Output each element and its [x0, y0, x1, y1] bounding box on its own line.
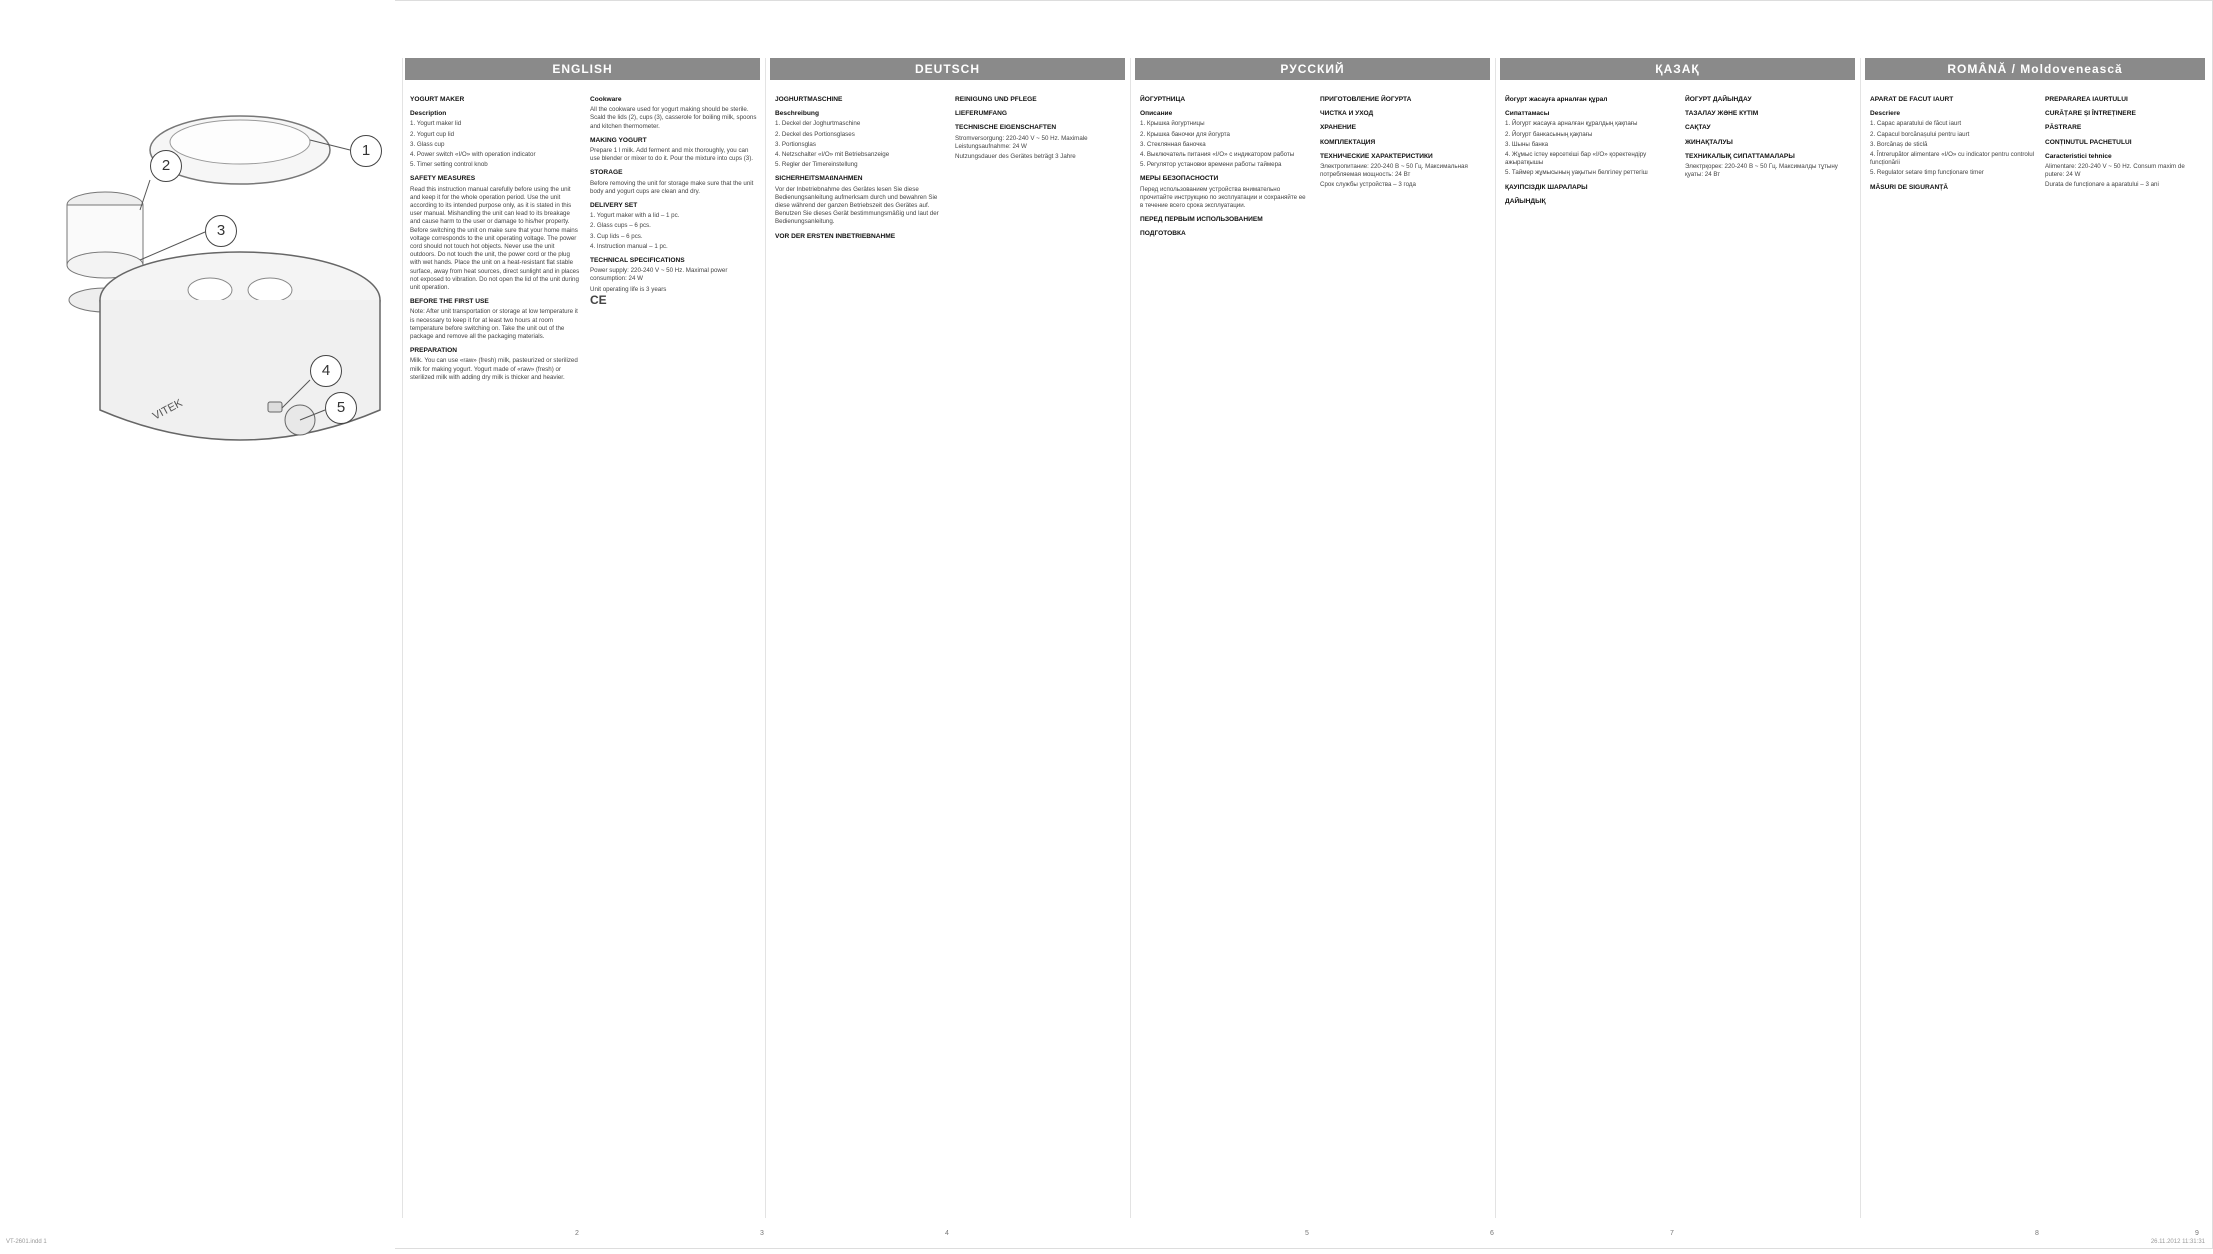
kz-delivery-heading: ЖИНАҚТАЛУЫ	[1685, 138, 1733, 146]
ru-prep-heading: ПОДГОТОВКА	[1140, 230, 1186, 238]
brand-mark: VITEK	[150, 397, 185, 423]
print-file-label: VT-2601.indd 1	[6, 1239, 47, 1245]
kz-cleaning-heading: ТАЗАЛАУ ЖӘНЕ КҮТІМ	[1685, 110, 1759, 118]
page-number-4: 4	[945, 1230, 949, 1237]
ro-delivery-heading: CONȚINUTUL PACHETULUI	[2045, 138, 2132, 146]
de-description-heading: Beschreibung	[775, 110, 819, 118]
kz-desc-5: 5. Таймер жұмысының уақытын белгілеу реттегіш	[1505, 169, 1648, 177]
en-description-heading: Description	[410, 110, 447, 118]
kz-description-heading: Сипаттамасы	[1505, 110, 1550, 118]
ru-desc-2: 2. Крышка баночки для йогурта	[1140, 130, 1230, 138]
en-delivery-2: 2. Glass cups – 6 pcs.	[590, 222, 651, 230]
ru-before-heading: ПЕРЕД ПЕРВЫМ ИСПОЛЬЗОВАНИЕМ	[1140, 216, 1263, 224]
russian-column-left	[1140, 90, 1310, 1200]
de-desc-3: 3. Portionsglas	[775, 140, 816, 148]
ro-desc-4: 4. Întrerupător alimentare «I/O» cu indicator pentru controlul funcționării	[1870, 151, 2035, 167]
lang-header-english: ENGLISH	[405, 58, 760, 80]
de-desc-5: 5. Regler der Timereinstellung	[775, 161, 858, 169]
de-desc-4: 4. Netzschalter «I/O» mit Betriebsanzeige	[775, 151, 890, 159]
en-desc-2: 2. Yogurt cup lid	[410, 130, 455, 138]
ro-desc-5: 5. Regulator setare timp funcționare timer	[1870, 169, 1984, 177]
ru-safety-heading: МЕРЫ БЕЗОПАСНОСТИ	[1140, 175, 1219, 183]
en-tech-text: Power supply: 220-240 V ~ 50 Hz. Maximal power consumption: 24 W	[590, 267, 728, 283]
kz-making-heading: ЙОГУРТ ДАЙЫНДАУ	[1685, 96, 1752, 103]
de-safety-heading: SICHERHEITSMAßNAHMEN	[775, 175, 863, 183]
ru-description-heading: Описание	[1140, 110, 1173, 118]
ru-safety-text: Перед использованием устройства внимательно прочитайте инструкцию по эксплуатации и сохраняйте ее в течение всего срока эксплуатации.	[1140, 185, 1306, 210]
kz-desc-1: 1. Йогурт жасауға арналған құралдың қақпағы	[1505, 120, 1638, 128]
page-number-5: 5	[1305, 1230, 1309, 1237]
page-number-7: 7	[1670, 1230, 1674, 1237]
en-storage-heading: STORAGE	[590, 169, 623, 177]
ro-title: APARAT DE FACUT IAURT	[1870, 96, 1954, 103]
en-before-text: Note: After unit transportation or storage at low temperature it is necessary to keep it for at least two hours at room temperature before switching on. Take the unit out of the package and remove all the packaging materials.	[410, 308, 578, 341]
page-number-2: 2	[575, 1230, 579, 1237]
en-desc-3: 3. Glass cup	[410, 140, 445, 148]
de-before-heading: VOR DER ERSTEN INBETRIEBNAHME	[775, 232, 896, 240]
russian-column-right	[1320, 90, 1490, 1200]
ru-storage-heading: ХРАНЕНИЕ	[1320, 124, 1357, 132]
de-tech-heading: TECHNISCHE EIGENSCHAFTEN	[955, 124, 1057, 132]
en-cookware-text: All the cookware used for yogurt making should be sterile. Scald the lids (2), cups (3), casserole for boiling milk, spoons and kitchen thermometer.	[590, 106, 757, 130]
en-storage-text: Before removing the unit for storage make sure that the unit body and yogurt cups are clean and dry.	[590, 179, 754, 195]
ru-life-text: Срок службы устройства – 3 года	[1320, 181, 1416, 189]
ru-tech-heading: ТЕХНИЧЕСКИЕ ХАРАКТЕРИСТИКИ	[1320, 152, 1433, 160]
deutsch-column-left	[775, 90, 945, 1200]
en-desc-1: 1. Yogurt maker lid	[410, 120, 462, 128]
ru-title: ЙОГУРТНИЦА	[1140, 96, 1186, 103]
en-tech-heading: TECHNICAL SPECIFICATIONS	[590, 257, 685, 265]
en-safety-text: Read this instruction manual carefully before using the unit and keep it for the whole operation period. Use the unit according to its intended purpose only, as it is stated in this user manual. Mishandling the unit can lead to its breakage and cause harm to the user or damage to his/her property. Before switching the unit on make sure that your home mains voltage corresponds to the unit operating voltage. The power cord should not touch hot objects. Never use the unit outdoors. Do not touch the unit, the power cord or the plug with wet hands. Place the unit on a heat-resistant flat stable surface, away from heat sources, direct sunlight and in places not exposed to vibration. Do not open the lid of the unit during unit operation.	[410, 185, 580, 292]
page-number-9: 9	[2195, 1230, 2199, 1237]
romanian-column-right	[2045, 90, 2205, 1200]
lang-header-russian: РУССКИЙ	[1135, 58, 1490, 80]
de-desc-2: 2. Deckel des Portionsglases	[775, 130, 855, 138]
en-cookware-heading: Cookware	[590, 96, 622, 103]
page-number-3: 3	[760, 1230, 764, 1237]
kz-tech-text: Электрқорек: 220-240 В ~ 50 Гц. Максималды тұтыну қуаты: 24 Вт	[1685, 163, 1838, 179]
callout-3: 3	[205, 215, 237, 247]
deutsch-column-right	[955, 90, 1125, 1200]
callout-2: 2	[150, 150, 182, 182]
yogurt-maker-drawing	[0, 0, 395, 1249]
ce-mark: CE	[590, 292, 607, 307]
ru-desc-4: 4. Выключатель питания «I/O» с индикатором работы	[1140, 151, 1295, 159]
kz-storage-heading: САҚТАУ	[1685, 124, 1711, 132]
product-illustration	[0, 0, 395, 1249]
ru-desc-1: 1. Крышка йогуртницы	[1140, 120, 1205, 128]
ro-cleaning-heading: CURĂȚARE ȘI ÎNTREȚINERE	[2045, 110, 2136, 118]
en-delivery-heading: DELIVERY SET	[590, 202, 638, 210]
en-safety-heading: SAFETY MEASURES	[410, 175, 476, 183]
kz-desc-4: 4. Жұмыс істеу көрсеткішi бар «I/O» қоректендiру ажыратқышы	[1505, 151, 1647, 167]
de-cleaning-heading: REINIGUNG UND PFLEGE	[955, 96, 1037, 103]
en-desc-5: 5. Timer setting control knob	[410, 161, 488, 169]
ro-tech-text: Alimentare: 220-240 V ~ 50 Hz. Consum maxim de putere: 24 W	[2045, 163, 2185, 179]
ro-life-text: Durata de funcționare a aparatului – 3 ani	[2045, 181, 2159, 189]
lang-header-deutsch: DEUTSCH	[770, 58, 1125, 80]
ru-tech-text: Электропитание: 220-240 В ~ 50 Гц. Максимальная потребляемая мощность: 24 Вт	[1320, 163, 1468, 179]
en-title: YOGURT MAKER	[410, 96, 465, 103]
de-desc-1: 1. Deckel der Joghurtmaschine	[775, 120, 861, 128]
ru-desc-3: 3. Стеклянная баночка	[1140, 140, 1206, 148]
en-desc-4: 4. Power switch «I/O» with operation indicator	[410, 151, 536, 159]
page-number-6: 6	[1490, 1230, 1494, 1237]
kz-desc-2: 2. Йогурт банкасының қақпағы	[1505, 130, 1593, 138]
callout-1: 1	[350, 135, 382, 167]
ro-safety-heading: MĂSURI DE SIGURANȚĂ	[1870, 183, 1949, 191]
en-delivery-3: 3. Cup lids – 6 pcs.	[590, 232, 643, 240]
en-delivery-4: 4. Instruction manual – 1 pc.	[590, 242, 668, 250]
english-column-right	[590, 90, 760, 1200]
de-tech-text: Stromversorgung: 220-240 V ~ 50 Hz. Maximale Leistungsaufnahme: 24 W	[955, 134, 1088, 150]
en-before-heading: BEFORE THE FIRST USE	[410, 298, 489, 306]
kazakh-column-left	[1505, 90, 1675, 1200]
kazakh-column-right	[1685, 90, 1855, 1200]
en-prep-text: Milk. You can use «raw» (fresh) milk, pasteurized or sterilized milk for making yogurt. Yogurt made of «raw» (fresh) or sterilized milk with adding dry milk is thicker and heavier.	[410, 357, 578, 381]
ru-making-heading: ПРИГОТОВЛЕНИЕ ЙОГУРТА	[1320, 96, 1412, 103]
kz-title: Йогурт жасауға арналған құрал	[1505, 96, 1608, 103]
en-life-text: Unit operating life is 3 years	[590, 285, 667, 293]
ro-prep-heading: PREPARAREA IAURTULUI	[2045, 96, 2128, 103]
ro-description-heading: Descriere	[1870, 110, 1901, 118]
en-delivery-1: 1. Yogurt maker with a lid – 1 pc.	[590, 212, 680, 220]
kz-prep-heading: ДАЙЫНДЫҚ	[1505, 197, 1546, 205]
ru-delivery-heading: КОМПЛЕКТАЦИЯ	[1320, 138, 1376, 146]
lang-header-romanian: ROMÂNĂ / Moldovenească	[1865, 58, 2205, 80]
de-safety-text: Vor der Inbetriebnahme des Gerätes lesen Sie diese Bedienungsanleitung aufmerksam durch und bewahren Sie diese während der ganzen Betriebszeit des Gerätes auf. Benutzen Sie dieses Gerät bestimmungsmäßig und laut der Bedienungsanleitung.	[775, 185, 939, 226]
english-column-left	[410, 90, 580, 1200]
de-life-text: Nutzungsdauer des Gerätes beträgt 3 Jahre	[955, 153, 1076, 161]
de-title: JOGHURTMASCHINE	[775, 96, 843, 103]
ro-desc-2: 2. Capacul borcănașului pentru iaurt	[1870, 130, 1970, 138]
en-making-heading: MAKING YOGURT	[590, 136, 647, 144]
ro-desc-1: 1. Capac aparatului de făcut iaurt	[1870, 120, 1962, 128]
en-making-text: Prepare 1 l milk. Add ferment and mix thoroughly, you can use blender or mixer to do it. Pour the mixture into cups (3).	[590, 147, 754, 163]
ru-cleaning-heading: ЧИСТКА И УХОД	[1320, 110, 1374, 118]
romanian-column-left	[1870, 90, 2035, 1200]
de-delivery-heading: LIEFERUMFANG	[955, 110, 1008, 118]
ro-tech-heading: Caracteristici tehnice	[2045, 152, 2112, 160]
ro-storage-heading: PĂSTRARE	[2045, 124, 2082, 132]
lang-header-kazakh: ҚАЗАҚ	[1500, 58, 1855, 80]
print-timestamp: 26.11.2012 11:31:31	[2150, 1239, 2205, 1245]
page-number-8: 8	[2035, 1230, 2039, 1237]
callout-5: 5	[325, 392, 357, 424]
kz-tech-heading: ТЕХНИКАЛЫҚ СИПАТТАМАЛАРЫ	[1685, 152, 1795, 160]
en-prep-heading: PREPARATION	[410, 347, 458, 355]
ru-desc-5: 5. Регулятор установки времени работы таймера	[1140, 161, 1282, 169]
kz-desc-3: 3. Шыны банка	[1505, 140, 1549, 148]
kz-safety-heading: ҚАУІПСІЗДІК ШАРАЛАРЫ	[1505, 183, 1588, 191]
callout-4: 4	[310, 355, 342, 387]
ro-desc-3: 3. Borcănaș de sticlă	[1870, 140, 1928, 148]
